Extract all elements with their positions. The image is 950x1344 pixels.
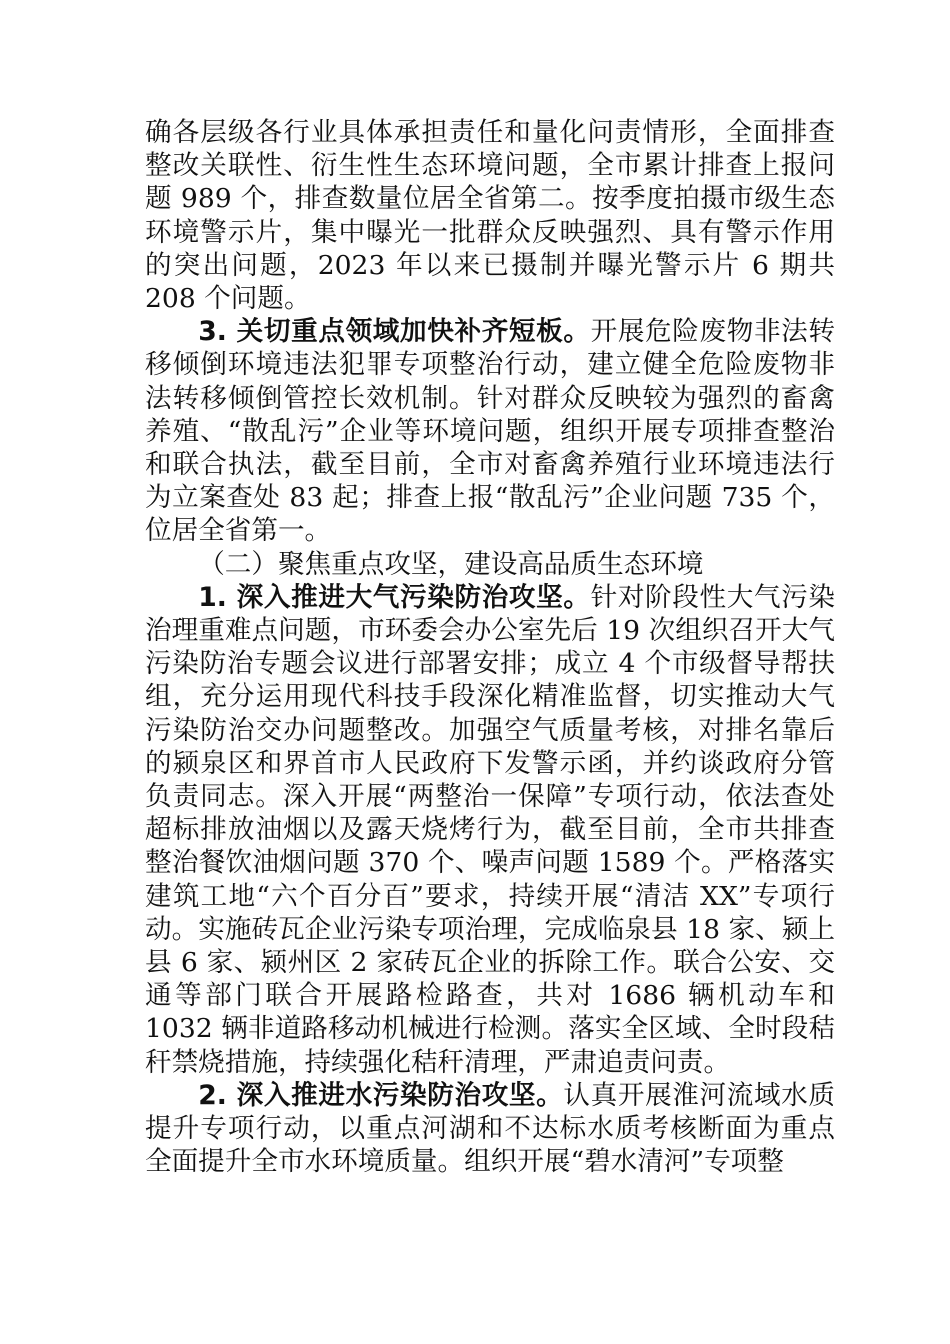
paragraph-text: 确各层级各行业具体承担责任和量化问责情形，全面排查整改关联性、衍生性生态环境问题，全市累计排查上报问题 989 个，排查数量位居全省第二。按季度拍摄市级生态环境警示片，集中曝光一批群众反映强烈、具有警示作用的突出问题，2023 年以来已摄制并曝光警示片 6 期共 208 个问题。: [145, 117, 835, 315]
section-heading: [145, 548, 835, 581]
paragraph-lead: 2. 深入推进水污染防治攻坚。: [198, 1079, 564, 1111]
paragraph-text: 针对阶段性大气污染治理重难点问题，市环委会办公室先后 19 次组织召开大气污染防治专题会议进行部署安排；成立 4 个市级督导帮扶组，充分运用现代科技手段深化精准监督，切实推动大气污染防治交办问题整改。加强空气质量考核，对排名靠后的颍泉区和界首市人民政府下发警示函，并约谈政府分管负责同志。深入开展“两整治一保障”专项行动，依法查处超标排放油烟以及露天烧烤行为，截至目前，全市共排查整治餐饮油烟问题 370 个、噪声问题 1589 个。严格落实建筑工地“六个百分百”要求，持续开展“清洁 XX”专项行动。实施砖瓦企业污染专项治理，完成临泉县 18 家、颍上县 6 家、颍州区 2 家砖瓦企业的拆除工作。联合公安、交通等部门联合开展路检路查，共对 1686 辆机动车和 1032 辆非道路移动机械进行检测。落实全区域、全时段秸秆禁烧措施，持续强化秸秆清理，严肃追责问责。: [145, 581, 835, 1078]
paragraph-text: 认真开展淮河流域水质提升专项行动，以重点河湖和不达标水质考核断面为重点全面提升全市水环境质量。组织开展“碧水清河”专项整: [145, 1079, 836, 1178]
paragraph-air-pollution: [145, 581, 835, 1079]
section-heading-text: （二）聚焦重点攻坚，建设高品质生态环境: [198, 548, 704, 580]
document-page: [145, 116, 835, 1179]
paragraph-key-areas: [145, 315, 835, 547]
paragraph-lead: 3. 关切重点领域加快补齐短板。: [198, 316, 591, 348]
paragraph-continuation: [145, 116, 835, 315]
paragraph-water-pollution: [145, 1079, 835, 1179]
paragraph-lead: 1. 深入推进大气污染防治攻坚。: [198, 581, 591, 613]
paragraph-text: 开展危险废物非法转移倾倒环境违法犯罪专项整治行动，建立健全危险废物非法转移倾倒管控长效机制。针对群众反映较为强烈的畜禽养殖、“散乱污”企业等环境问题，组织开展专项排查整治和联合执法，截至目前，全市对畜禽养殖行业环境违法行为立案查处 83 起；排查上报“散乱污”企业问题 735 个，位居全省第一。: [145, 316, 835, 547]
